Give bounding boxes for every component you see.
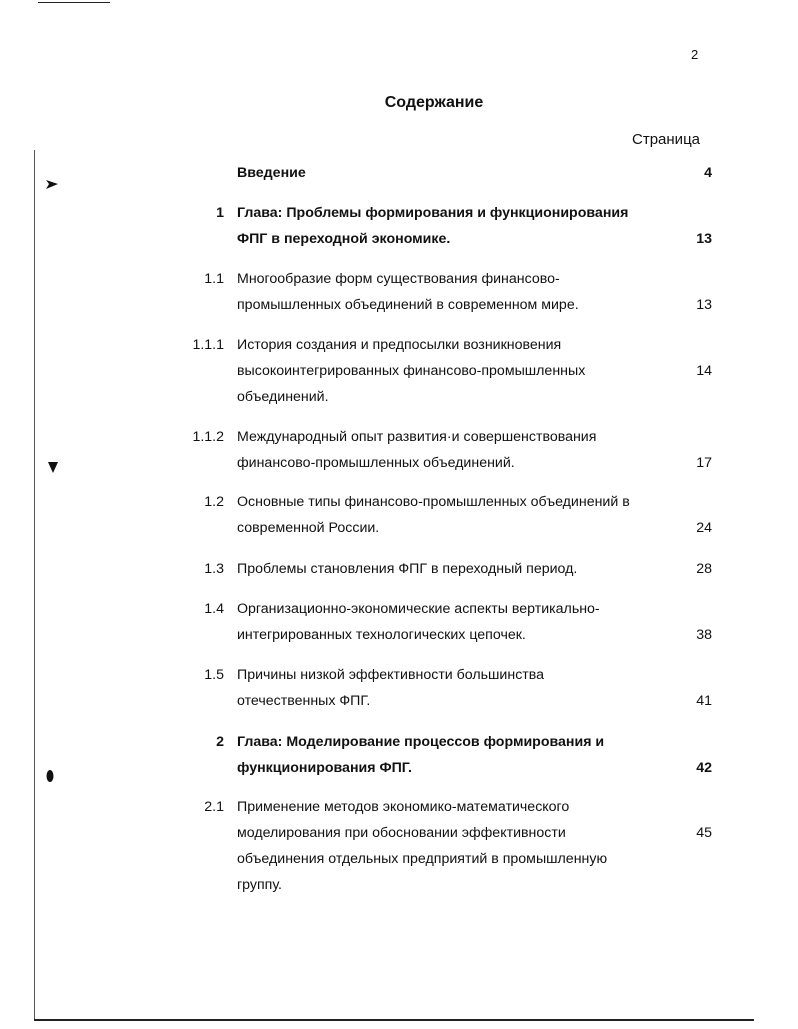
toc-entry-number: 1.1.2 bbox=[192, 429, 224, 445]
toc-entry-title: Причины низкой эффективности большинства отечественных ФПГ. bbox=[237, 667, 545, 709]
toc-entry-title: Глава: Моделирование процессов формирования и функционирования ФПГ. bbox=[237, 734, 605, 776]
toc-entry-page: 41 bbox=[696, 693, 712, 709]
toc-entry-page: 13 bbox=[696, 231, 712, 247]
scan-artifact-left-margin-line bbox=[34, 150, 35, 1020]
page-number: 2 bbox=[691, 47, 699, 62]
page-column-header: Страница bbox=[632, 131, 700, 148]
toc-entry-number: 2.1 bbox=[204, 799, 224, 815]
toc-entry-number: 1.3 bbox=[204, 561, 224, 577]
toc-entry-title: Международный опыт развития·и совершенствования финансово-промышленных объединений. bbox=[237, 429, 597, 471]
toc-entry-page: 14 bbox=[696, 363, 712, 379]
toc-entry-number: 1.4 bbox=[204, 601, 224, 617]
toc-entry-number: 1.2 bbox=[204, 494, 224, 510]
toc-entry-title: История создания и предпосылки возникновения высокоинтегрированных финансово-промышленных объединений. bbox=[237, 337, 586, 405]
toc-entry-title: Многообразие форм существования финансово- промышленных объединений в современном мире. bbox=[237, 271, 579, 313]
toc-entry-number: 1.1.1 bbox=[192, 337, 224, 353]
toc-entry-page: 24 bbox=[696, 520, 712, 536]
margin-dot-icon bbox=[45, 770, 59, 784]
toc-entry-number: 2 bbox=[216, 734, 224, 750]
toc-entry-number: 1 bbox=[216, 205, 224, 221]
page-title: Содержание bbox=[384, 94, 484, 111]
toc-entry-title: Основные типы финансово-промышленных объединений в современной России. bbox=[237, 494, 630, 536]
toc-entry-title: Применение методов экономико-математического моделирования при обосновании эффективности объединения отдельных предприятий в промышленную группу. bbox=[237, 799, 608, 893]
toc-entry-page: 28 bbox=[696, 561, 712, 577]
toc-entry-page: 42 bbox=[696, 760, 712, 776]
toc-entry-title: Проблемы становления ФПГ в переходный период. bbox=[237, 561, 578, 577]
toc-entry-page: 4 bbox=[704, 165, 712, 181]
scan-artifact-bottom-line bbox=[34, 1019, 754, 1021]
toc-entry-page: 17 bbox=[696, 455, 712, 471]
toc-entry-number: 1.5 bbox=[204, 667, 224, 683]
toc-entry-number: 1.1 bbox=[204, 271, 224, 287]
toc-entry-page: 38 bbox=[696, 627, 712, 643]
margin-arrow-right-icon bbox=[46, 178, 60, 192]
toc-entry-title: Глава: Проблемы формирования и функционирования ФПГ в переходной экономике. bbox=[237, 205, 629, 247]
scan-artifact-top-line bbox=[38, 2, 110, 3]
toc-entry-title: Введение bbox=[237, 165, 306, 181]
toc-entry-page: 45 bbox=[696, 825, 712, 841]
toc-entry-title: Организационно-экономические аспекты вертикально- интегрированных технологических цепочек. bbox=[237, 601, 600, 643]
toc-entry-page: 13 bbox=[696, 297, 712, 313]
margin-arrow-down-icon bbox=[48, 462, 62, 476]
